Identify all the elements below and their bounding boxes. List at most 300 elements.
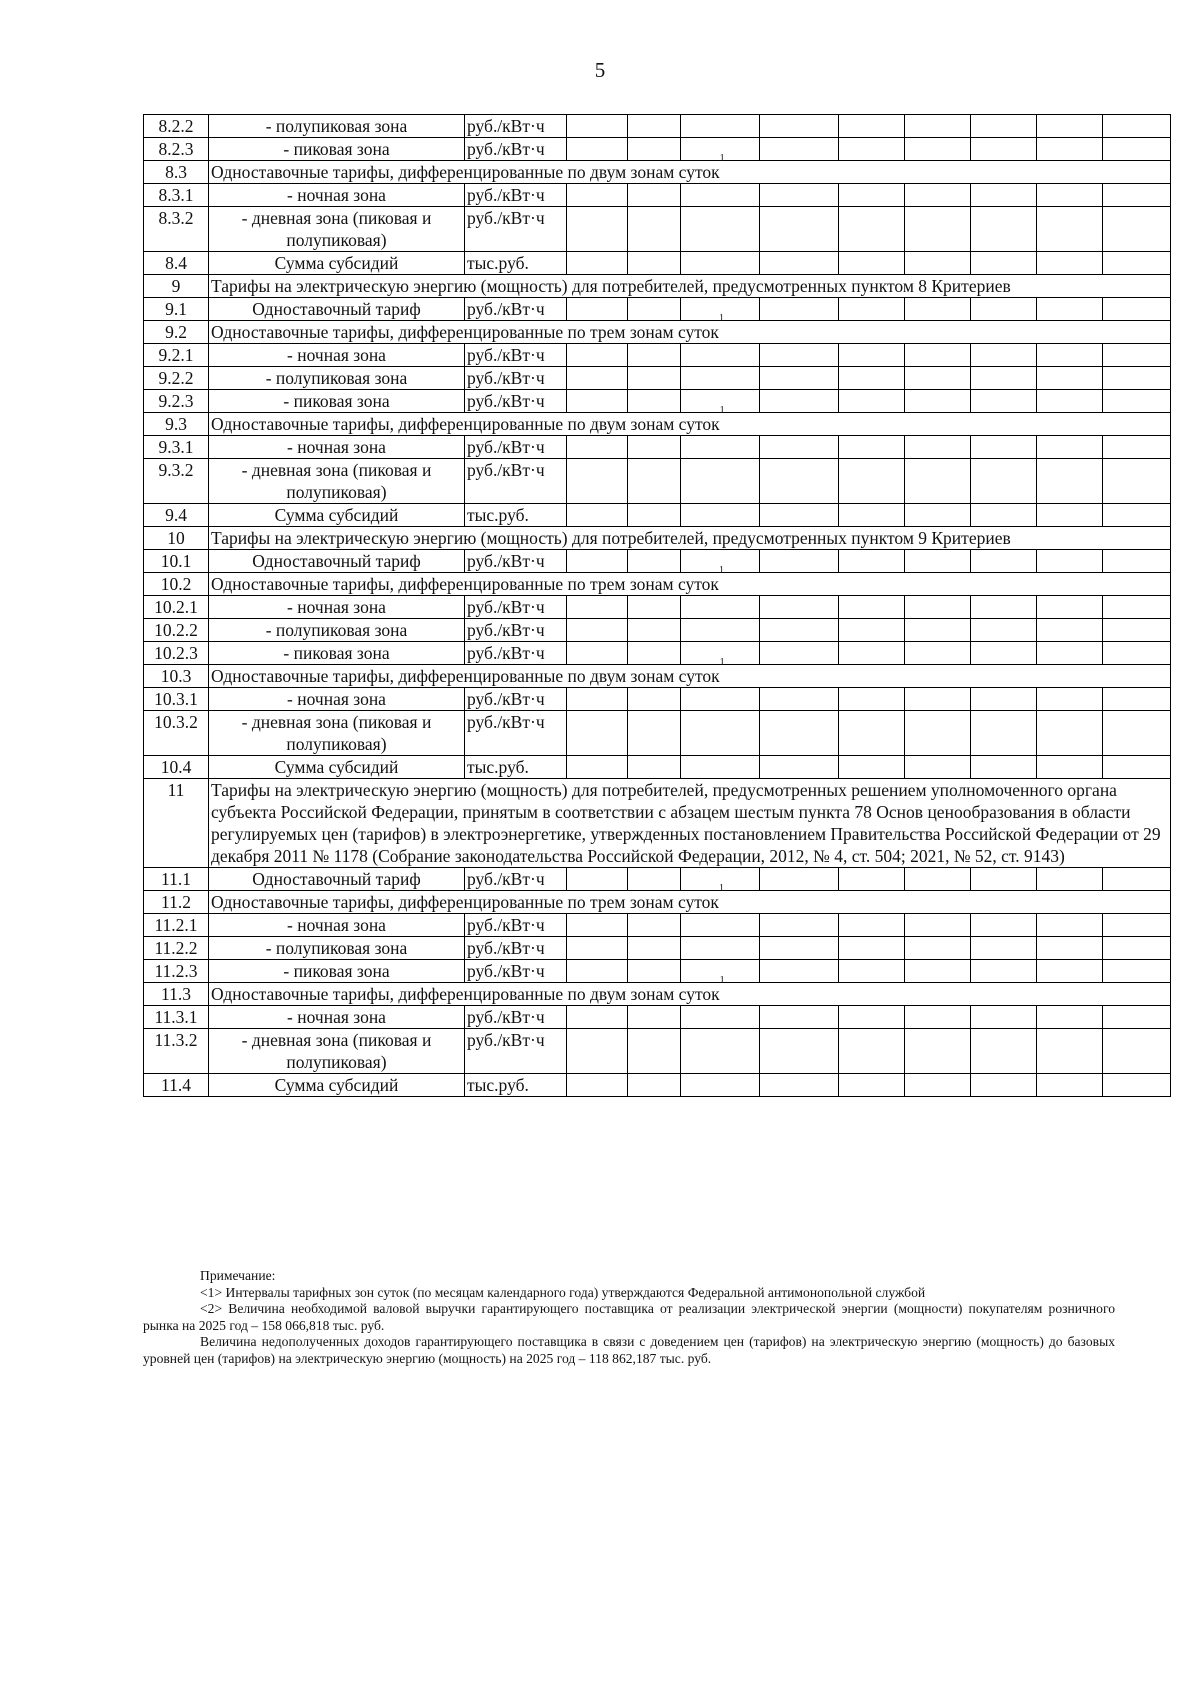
row-number: 9.2.1 <box>144 344 209 367</box>
value-cell <box>905 1074 971 1097</box>
table-row <box>144 207 1171 252</box>
value-cell <box>971 550 1037 573</box>
footnote-marker: 1 <box>718 565 724 576</box>
value-cell <box>567 459 628 504</box>
table-row <box>144 619 1171 642</box>
row-label: - полупиковая зона <box>209 619 465 642</box>
table-row <box>144 390 1171 413</box>
note-2: <2> Величина необходимой валовой выручки гарантирующего поставщика от реализации электрической энергии (мощности) покупателям розничного рынка на 2025 год – 158 066,818 тыс. руб. <box>143 1301 1115 1333</box>
value-cell <box>1103 596 1171 619</box>
value-cell <box>760 459 839 504</box>
row-number: 10.4 <box>144 756 209 779</box>
value-cell <box>1037 688 1103 711</box>
value-cell <box>839 1029 905 1074</box>
row-unit: тыс.руб. <box>465 1074 567 1097</box>
value-cell <box>628 711 681 756</box>
value-cell <box>681 459 760 504</box>
value-cell <box>760 756 839 779</box>
value-cell <box>1103 459 1171 504</box>
value-cell <box>628 688 681 711</box>
value-cell <box>681 756 760 779</box>
row-unit: руб./кВт·ч <box>465 390 567 413</box>
value-cell <box>971 184 1037 207</box>
value-cell <box>1037 252 1103 275</box>
value-cell <box>971 596 1037 619</box>
value-cell <box>1037 436 1103 459</box>
table-row <box>144 1029 1171 1074</box>
value-cell <box>760 619 839 642</box>
value-cell <box>628 756 681 779</box>
value-cell <box>567 207 628 252</box>
value-cell <box>1037 868 1103 891</box>
value-cell <box>905 756 971 779</box>
value-cell <box>681 914 760 937</box>
value-cell <box>971 207 1037 252</box>
value-cell <box>1103 298 1171 321</box>
value-cell <box>839 914 905 937</box>
value-cell <box>628 390 681 413</box>
row-label: - полупиковая зона <box>209 115 465 138</box>
value-cell <box>839 367 905 390</box>
table-row <box>144 573 1171 596</box>
value-cell <box>681 344 760 367</box>
value-cell <box>567 115 628 138</box>
value-cell <box>905 642 971 665</box>
value-cell <box>971 711 1037 756</box>
value-cell <box>839 868 905 891</box>
value-cell <box>760 298 839 321</box>
value-cell <box>1103 390 1171 413</box>
table-row <box>144 1006 1171 1029</box>
value-cell <box>971 1006 1037 1029</box>
value-cell <box>839 937 905 960</box>
row-unit: руб./кВт·ч <box>465 298 567 321</box>
row-number: 9.2.3 <box>144 390 209 413</box>
section-heading-text: Тарифы на электрическую энергию (мощность) для потребителей, предусмотренных пунктом 9 Критериев <box>211 528 1011 548</box>
value-cell <box>1103 914 1171 937</box>
value-cell <box>1103 937 1171 960</box>
value-cell <box>839 550 905 573</box>
value-cell <box>567 138 628 161</box>
row-number: 9.3.1 <box>144 436 209 459</box>
value-cell <box>839 390 905 413</box>
value-cell <box>971 756 1037 779</box>
value-cell <box>567 1006 628 1029</box>
row-unit: руб./кВт·ч <box>465 367 567 390</box>
value-cell <box>905 688 971 711</box>
value-cell <box>567 252 628 275</box>
table-row <box>144 436 1171 459</box>
table-row <box>144 459 1171 504</box>
row-label: - полупиковая зона <box>209 367 465 390</box>
row-unit: руб./кВт·ч <box>465 937 567 960</box>
table-row <box>144 413 1171 436</box>
table-row <box>144 527 1171 550</box>
row-label: - пиковая зона <box>209 960 465 983</box>
table-row <box>144 252 1171 275</box>
row-number: 11 <box>144 779 209 868</box>
row-number: 10.3.1 <box>144 688 209 711</box>
value-cell <box>971 937 1037 960</box>
value-cell <box>628 367 681 390</box>
row-unit: тыс.руб. <box>465 504 567 527</box>
table-row <box>144 914 1171 937</box>
value-cell <box>1103 207 1171 252</box>
row-number: 10.3.2 <box>144 711 209 756</box>
value-cell <box>567 367 628 390</box>
footnote-marker: 1 <box>719 657 725 668</box>
value-cell <box>839 115 905 138</box>
row-number: 10.1 <box>144 550 209 573</box>
value-cell <box>681 1074 760 1097</box>
note-3: Величина недополученных доходов гарантирующего поставщика в связи с доведением цен (тарифов) на электрическую энергию (мощность) до базовых уровней цен (тарифов) на электрическую энергию (мощность) на 2025 год – 118 862,187 тыс. руб. <box>143 1334 1115 1366</box>
value-cell <box>905 550 971 573</box>
value-cell <box>681 436 760 459</box>
value-cell <box>681 367 760 390</box>
row-label: Одноставочный тариф <box>209 868 465 891</box>
section-heading <box>209 153 1171 184</box>
value-cell <box>628 184 681 207</box>
value-cell <box>628 596 681 619</box>
value-cell <box>971 459 1037 504</box>
value-cell <box>760 344 839 367</box>
value-cell <box>760 504 839 527</box>
row-number: 8.2.3 <box>144 138 209 161</box>
value-cell <box>628 937 681 960</box>
value-cell <box>905 1029 971 1074</box>
row-number: 11.3.1 <box>144 1006 209 1029</box>
value-cell <box>971 688 1037 711</box>
section-heading <box>209 883 1171 914</box>
table-row <box>144 756 1171 779</box>
value-cell <box>628 436 681 459</box>
value-cell <box>1037 1074 1103 1097</box>
row-number: 11.4 <box>144 1074 209 1097</box>
value-cell <box>567 756 628 779</box>
section-heading <box>209 313 1171 344</box>
value-cell <box>681 596 760 619</box>
value-cell <box>839 207 905 252</box>
value-cell <box>1103 1006 1171 1029</box>
value-cell <box>1037 937 1103 960</box>
value-cell <box>628 1074 681 1097</box>
value-cell <box>1037 1006 1103 1029</box>
value-cell <box>971 960 1037 983</box>
row-label: Одноставочный тариф <box>209 298 465 321</box>
value-cell <box>1103 688 1171 711</box>
value-cell <box>567 1074 628 1097</box>
value-cell <box>1037 184 1103 207</box>
table-row <box>144 550 1171 573</box>
table-row <box>144 321 1171 344</box>
value-cell <box>1103 115 1171 138</box>
value-cell <box>1037 504 1103 527</box>
value-cell <box>905 459 971 504</box>
value-cell <box>1103 138 1171 161</box>
row-number: 10.2.1 <box>144 596 209 619</box>
note-1: <1> Интервалы тарифных зон суток (по месяцам календарного года) утверждаются Федеральной антимонопольной службой <box>200 1284 926 1300</box>
value-cell <box>1103 550 1171 573</box>
value-cell <box>839 459 905 504</box>
row-label: - пиковая зона <box>209 390 465 413</box>
value-cell <box>760 914 839 937</box>
row-number: 11.2.1 <box>144 914 209 937</box>
row-label: - дневная зона (пиковая и полупиковая) <box>209 207 465 252</box>
value-cell <box>628 504 681 527</box>
value-cell <box>971 298 1037 321</box>
value-cell <box>1103 184 1171 207</box>
row-number: 11.2.3 <box>144 960 209 983</box>
value-cell <box>567 914 628 937</box>
table-row <box>144 275 1171 298</box>
row-number: 9.3.2 <box>144 459 209 504</box>
section-heading <box>209 779 1171 868</box>
value-cell <box>905 868 971 891</box>
value-cell <box>839 756 905 779</box>
row-number: 10.3 <box>144 665 209 688</box>
value-cell <box>760 207 839 252</box>
table-row <box>144 115 1171 138</box>
section-heading-text: Одноставочные тарифы, дифференцированные по трем зонам суток <box>211 322 719 342</box>
value-cell <box>1037 367 1103 390</box>
row-unit: руб./кВт·ч <box>465 207 567 252</box>
value-cell <box>1037 914 1103 937</box>
row-number: 9 <box>144 275 209 298</box>
value-cell <box>567 642 628 665</box>
value-cell <box>839 184 905 207</box>
value-cell <box>1103 367 1171 390</box>
value-cell <box>567 298 628 321</box>
value-cell <box>1103 711 1171 756</box>
value-cell <box>681 1006 760 1029</box>
row-unit: руб./кВт·ч <box>465 642 567 665</box>
value-cell <box>1037 642 1103 665</box>
value-cell <box>681 619 760 642</box>
table-row <box>144 504 1171 527</box>
value-cell <box>839 504 905 527</box>
value-cell <box>1103 252 1171 275</box>
row-label: - пиковая зона <box>209 642 465 665</box>
value-cell <box>971 868 1037 891</box>
value-cell <box>567 1029 628 1074</box>
value-cell <box>905 436 971 459</box>
row-number: 10 <box>144 527 209 550</box>
value-cell <box>628 868 681 891</box>
table-row <box>144 344 1171 367</box>
value-cell <box>971 642 1037 665</box>
row-number: 9.3 <box>144 413 209 436</box>
table-row <box>144 960 1171 983</box>
value-cell <box>760 138 839 161</box>
table-row <box>144 1074 1171 1097</box>
row-unit: тыс.руб. <box>465 756 567 779</box>
value-cell <box>760 252 839 275</box>
value-cell <box>760 436 839 459</box>
value-cell <box>760 115 839 138</box>
value-cell <box>681 1029 760 1074</box>
value-cell <box>905 298 971 321</box>
value-cell <box>1037 298 1103 321</box>
value-cell <box>1037 711 1103 756</box>
value-cell <box>567 390 628 413</box>
value-cell <box>1103 504 1171 527</box>
value-cell <box>905 619 971 642</box>
value-cell <box>760 184 839 207</box>
row-label: Сумма субсидий <box>209 252 465 275</box>
value-cell <box>628 1006 681 1029</box>
row-unit: руб./кВт·ч <box>465 459 567 504</box>
value-cell <box>681 937 760 960</box>
value-cell <box>628 642 681 665</box>
value-cell <box>1037 619 1103 642</box>
footnote-marker: 1 <box>719 405 725 416</box>
value-cell <box>760 367 839 390</box>
value-cell <box>839 711 905 756</box>
table-row <box>144 184 1171 207</box>
value-cell <box>1103 344 1171 367</box>
value-cell <box>971 1029 1037 1074</box>
section-heading <box>209 975 1171 1006</box>
table-row <box>144 711 1171 756</box>
value-cell <box>971 344 1037 367</box>
table-row <box>144 642 1171 665</box>
value-cell <box>760 711 839 756</box>
value-cell <box>760 1074 839 1097</box>
row-unit: руб./кВт·ч <box>465 1006 567 1029</box>
value-cell <box>567 344 628 367</box>
value-cell <box>905 367 971 390</box>
row-number: 11.2.2 <box>144 937 209 960</box>
value-cell <box>839 138 905 161</box>
row-label: - дневная зона (пиковая и полупиковая) <box>209 1029 465 1074</box>
value-cell <box>839 436 905 459</box>
value-cell <box>760 960 839 983</box>
table-row <box>144 161 1171 184</box>
value-cell <box>905 115 971 138</box>
row-number: 9.4 <box>144 504 209 527</box>
row-label: - полупиковая зона <box>209 937 465 960</box>
footnote-marker: 1 <box>718 883 724 894</box>
value-cell <box>839 642 905 665</box>
table-row <box>144 138 1171 161</box>
value-cell <box>1103 1029 1171 1074</box>
row-unit: руб./кВт·ч <box>465 596 567 619</box>
row-number: 9.2.2 <box>144 367 209 390</box>
value-cell <box>839 619 905 642</box>
row-unit: руб./кВт·ч <box>465 344 567 367</box>
value-cell <box>905 252 971 275</box>
value-cell <box>567 436 628 459</box>
section-heading-text: Одноставочные тарифы, дифференцированные по двум зонам суток <box>211 666 720 686</box>
value-cell <box>971 436 1037 459</box>
value-cell <box>1103 1074 1171 1097</box>
row-unit: руб./кВт·ч <box>465 1029 567 1074</box>
value-cell <box>567 184 628 207</box>
value-cell <box>905 390 971 413</box>
row-label: - ночная зона <box>209 688 465 711</box>
value-cell <box>1103 436 1171 459</box>
row-number: 8.2.2 <box>144 115 209 138</box>
table-row <box>144 937 1171 960</box>
value-cell <box>628 252 681 275</box>
value-cell <box>760 390 839 413</box>
value-cell <box>839 688 905 711</box>
value-cell <box>839 1006 905 1029</box>
section-heading-text: Тарифы на электрическую энергию (мощность) для потребителей, предусмотренных решением уполномоченного органа субъекта Российской Федерации, принятым в соответствии с абзацем шестым пункта 78 Основ ценообразования в области регулируемых цен (тарифов) в электроэнергетике, утвержденных постановлением Правительства Российской Федерации от 29 декабря 2011 № 1178 (Собрание законодательства Российской Федерации, 2012, № 4, ст. 504; 2021, № 52, ст. 9143) <box>211 780 1161 866</box>
table-row <box>144 891 1171 914</box>
row-number: 11.3.2 <box>144 1029 209 1074</box>
footnote-marker: 1 <box>719 975 725 986</box>
section-heading-text: Одноставочные тарифы, дифференцированные по двум зонам суток <box>211 414 720 434</box>
value-cell <box>1103 619 1171 642</box>
value-cell <box>628 459 681 504</box>
value-cell <box>1037 115 1103 138</box>
row-label: - дневная зона (пиковая и полупиковая) <box>209 711 465 756</box>
table-row <box>144 688 1171 711</box>
value-cell <box>971 252 1037 275</box>
value-cell <box>1103 960 1171 983</box>
row-number: 10.2.2 <box>144 619 209 642</box>
row-unit: руб./кВт·ч <box>465 868 567 891</box>
value-cell <box>1037 344 1103 367</box>
value-cell <box>971 504 1037 527</box>
row-unit: руб./кВт·ч <box>465 184 567 207</box>
value-cell <box>971 390 1037 413</box>
value-cell <box>628 138 681 161</box>
section-heading-text: Одноставочные тарифы, дифференцированные по двум зонам суток <box>211 162 720 182</box>
row-number: 10.2.3 <box>144 642 209 665</box>
section-heading-text: Одноставочные тарифы, дифференцированные по трем зонам суток <box>211 892 719 912</box>
row-label: Одноставочный тариф <box>209 550 465 573</box>
value-cell <box>681 504 760 527</box>
value-cell <box>760 596 839 619</box>
row-number: 11.2 <box>144 891 209 914</box>
value-cell <box>628 207 681 252</box>
value-cell <box>681 688 760 711</box>
row-unit: руб./кВт·ч <box>465 115 567 138</box>
value-cell <box>839 1074 905 1097</box>
value-cell <box>839 596 905 619</box>
value-cell <box>760 642 839 665</box>
table-row <box>144 779 1171 868</box>
value-cell <box>567 504 628 527</box>
row-label: - ночная зона <box>209 344 465 367</box>
value-cell <box>628 960 681 983</box>
table-row <box>144 983 1171 1006</box>
value-cell <box>760 1006 839 1029</box>
value-cell <box>1037 207 1103 252</box>
value-cell <box>1103 868 1171 891</box>
value-cell <box>1037 756 1103 779</box>
value-cell <box>681 252 760 275</box>
value-cell <box>1037 459 1103 504</box>
table-row <box>144 596 1171 619</box>
notes-heading: Примечание: <box>200 1268 276 1283</box>
value-cell <box>839 344 905 367</box>
value-cell <box>905 914 971 937</box>
value-cell <box>567 960 628 983</box>
value-cell <box>628 619 681 642</box>
row-number: 9.2 <box>144 321 209 344</box>
value-cell <box>905 1006 971 1029</box>
value-cell <box>760 550 839 573</box>
value-cell <box>567 688 628 711</box>
row-label: - ночная зона <box>209 1006 465 1029</box>
value-cell <box>905 960 971 983</box>
value-cell <box>567 596 628 619</box>
row-label: - пиковая зона <box>209 138 465 161</box>
value-cell <box>839 960 905 983</box>
